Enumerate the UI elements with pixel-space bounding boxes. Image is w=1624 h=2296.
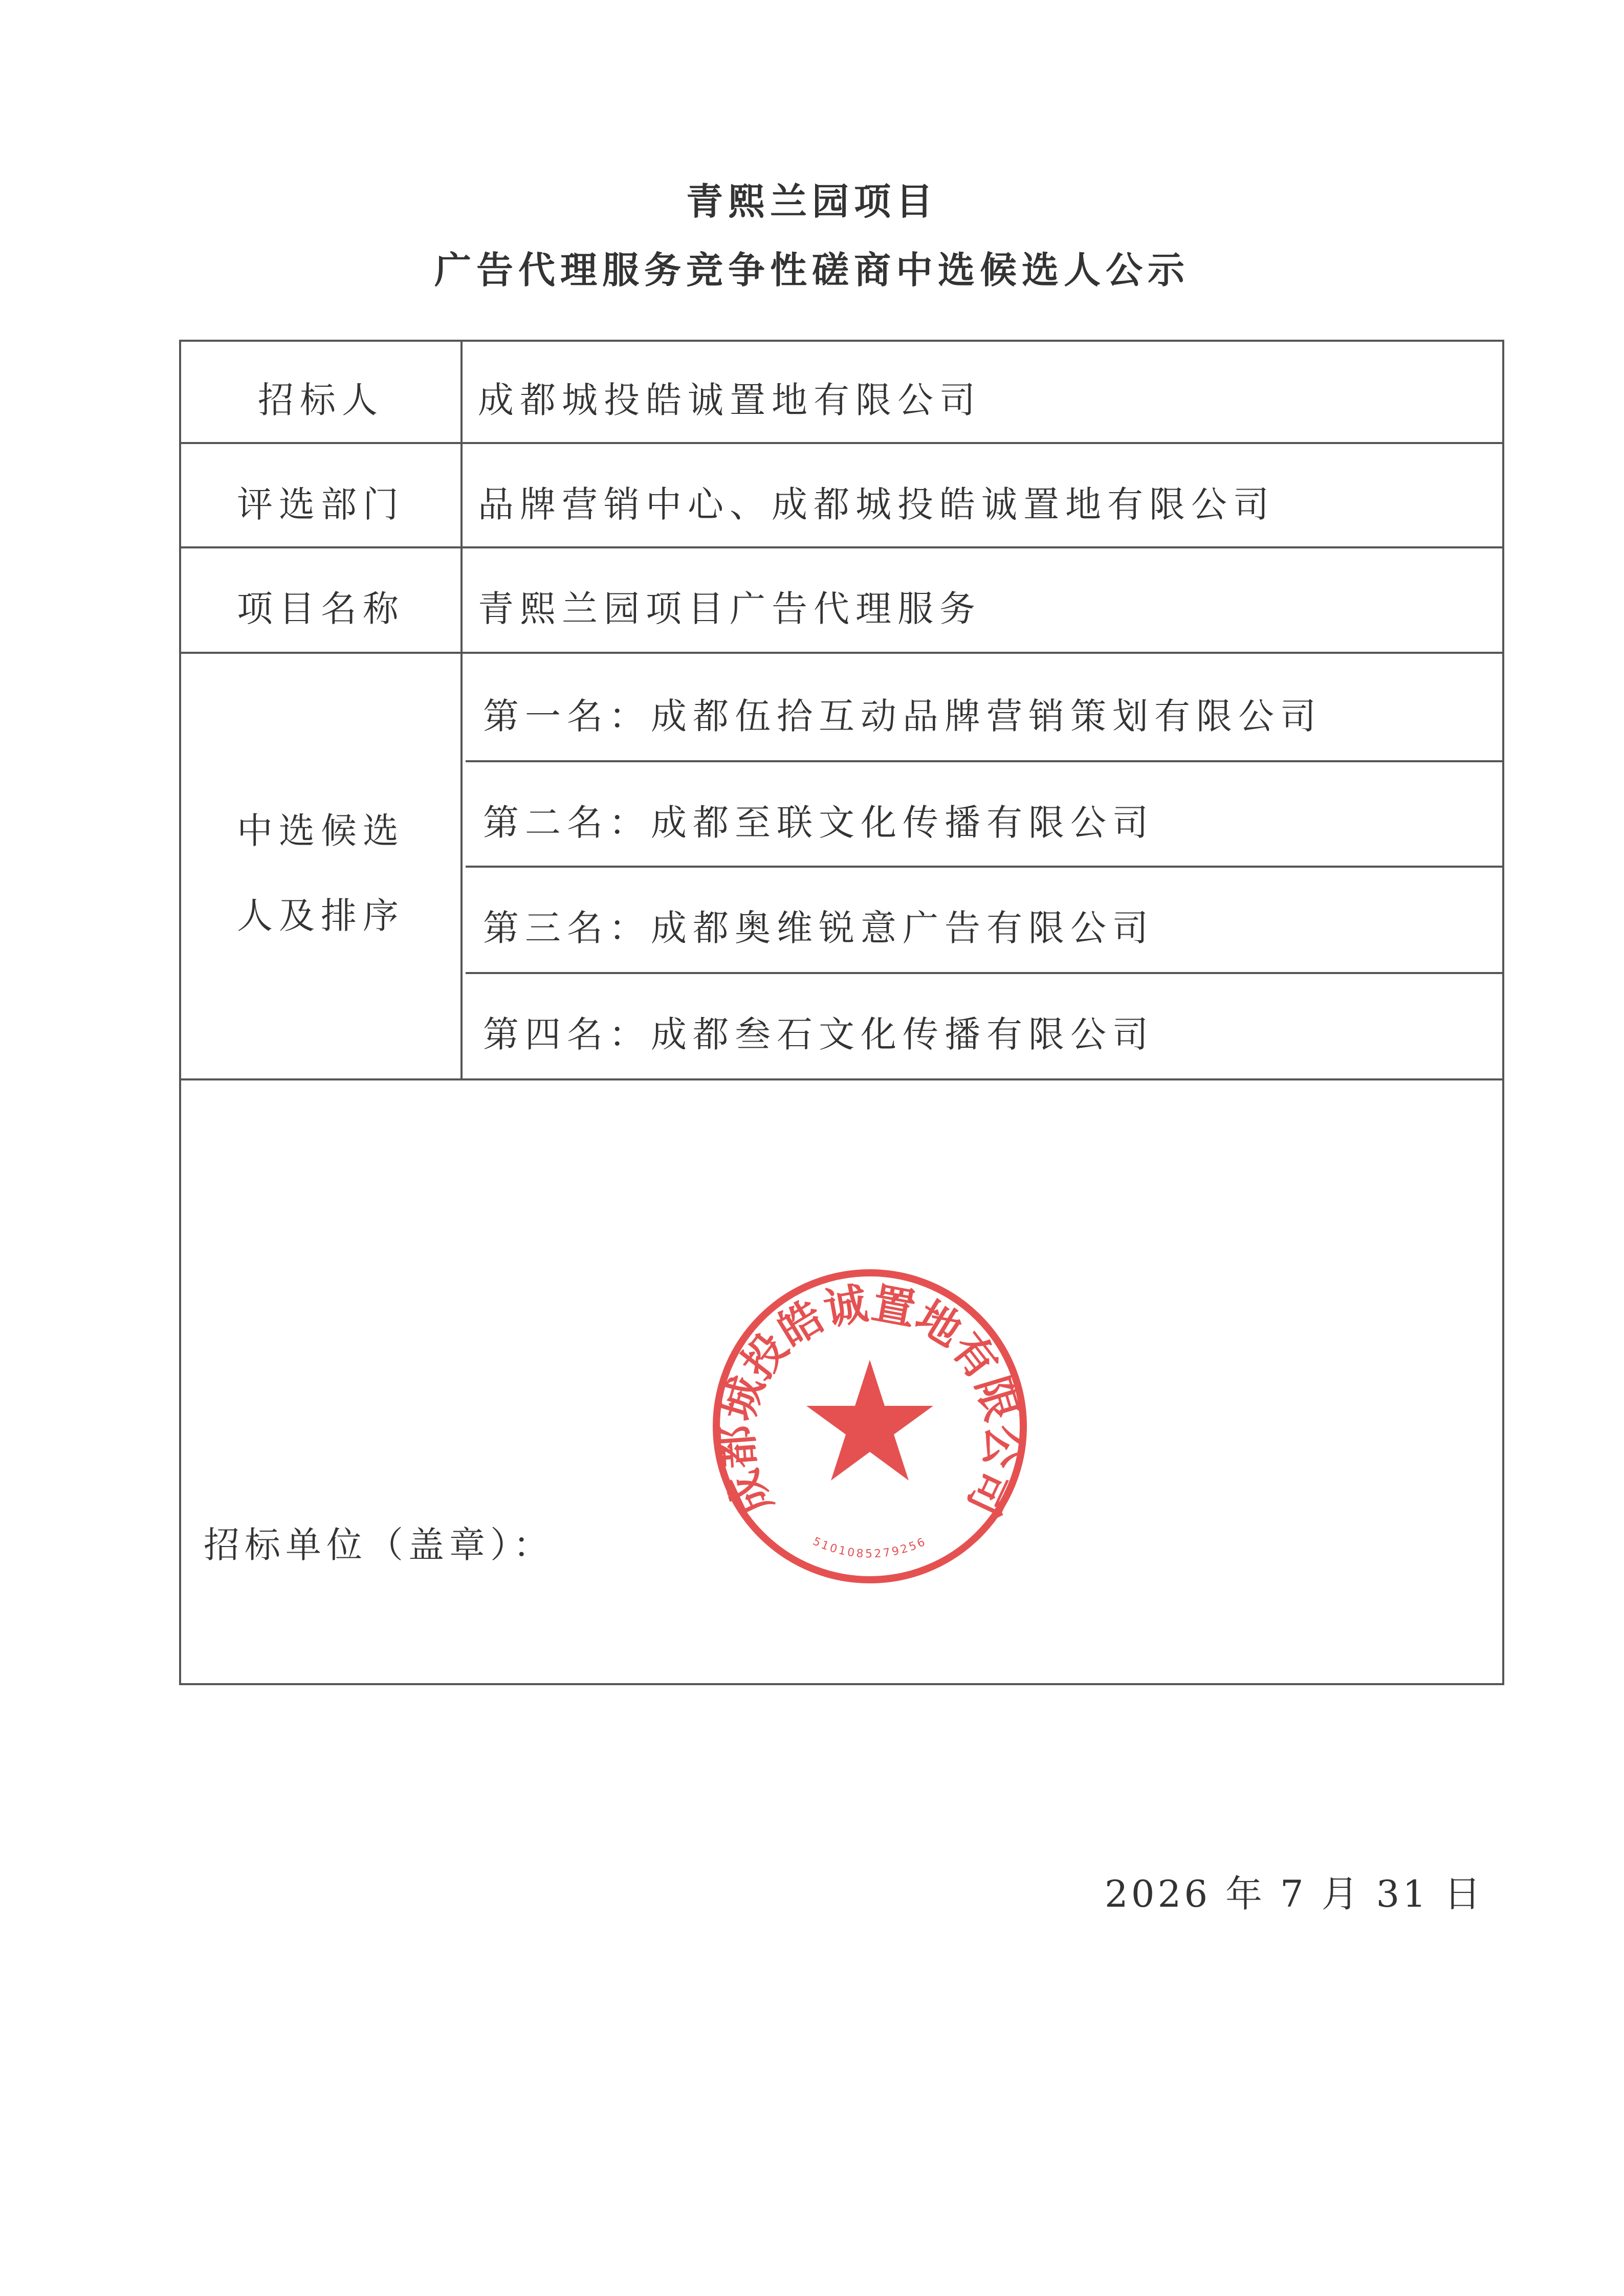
row-divider (181, 1078, 1502, 1080)
row-divider (466, 866, 1502, 868)
label-bidder: 招标人 (258, 379, 384, 421)
row-divider (181, 652, 1502, 654)
document-title-line2: 广告代理服务竞争性磋商中选候选人公示 (434, 248, 1190, 292)
row-divider (466, 760, 1502, 762)
column-divider (460, 342, 463, 1078)
label-department: 评选部门 (237, 483, 405, 525)
value-bidder: 成都城投皓诚置地有限公司 (478, 379, 981, 421)
value-department: 品牌营销中心、成都城投皓诚置地有限公司 (478, 483, 1275, 525)
signing-date: 2026 年 7 月 31 日 (1104, 1872, 1484, 1915)
star-icon (806, 1360, 933, 1481)
label-project-name: 项目名称 (237, 588, 405, 630)
candidate-3: 第三名：成都奥维锐意广告有限公司 (483, 907, 1154, 949)
info-table (179, 340, 1504, 1915)
row-divider (466, 972, 1502, 974)
candidate-4: 第四名：成都叁石文化传播有限公司 (483, 1013, 1154, 1055)
company-seal-stamp (706, 1263, 1034, 1590)
label-candidates-line2: 人及排序 (237, 895, 405, 937)
row-divider (181, 546, 1502, 548)
seal-text: 成都城投皓诚置地有限公司 (710, 1277, 1029, 1524)
value-project-name: 青熙兰园项目广告代理服务 (478, 588, 981, 630)
document-title-line1: 青熙兰园项目 (686, 180, 938, 223)
seal-label: 招标单位（盖章）： (204, 1524, 554, 1566)
seal-code: 5101085279256 (810, 1535, 929, 1561)
label-candidates-line1: 中选候选 (237, 810, 405, 852)
candidate-2: 第二名：成都至联文化传播有限公司 (483, 802, 1154, 844)
candidate-1: 第一名：成都伍拾互动品牌营销策划有限公司 (483, 695, 1322, 737)
row-divider (181, 442, 1502, 444)
